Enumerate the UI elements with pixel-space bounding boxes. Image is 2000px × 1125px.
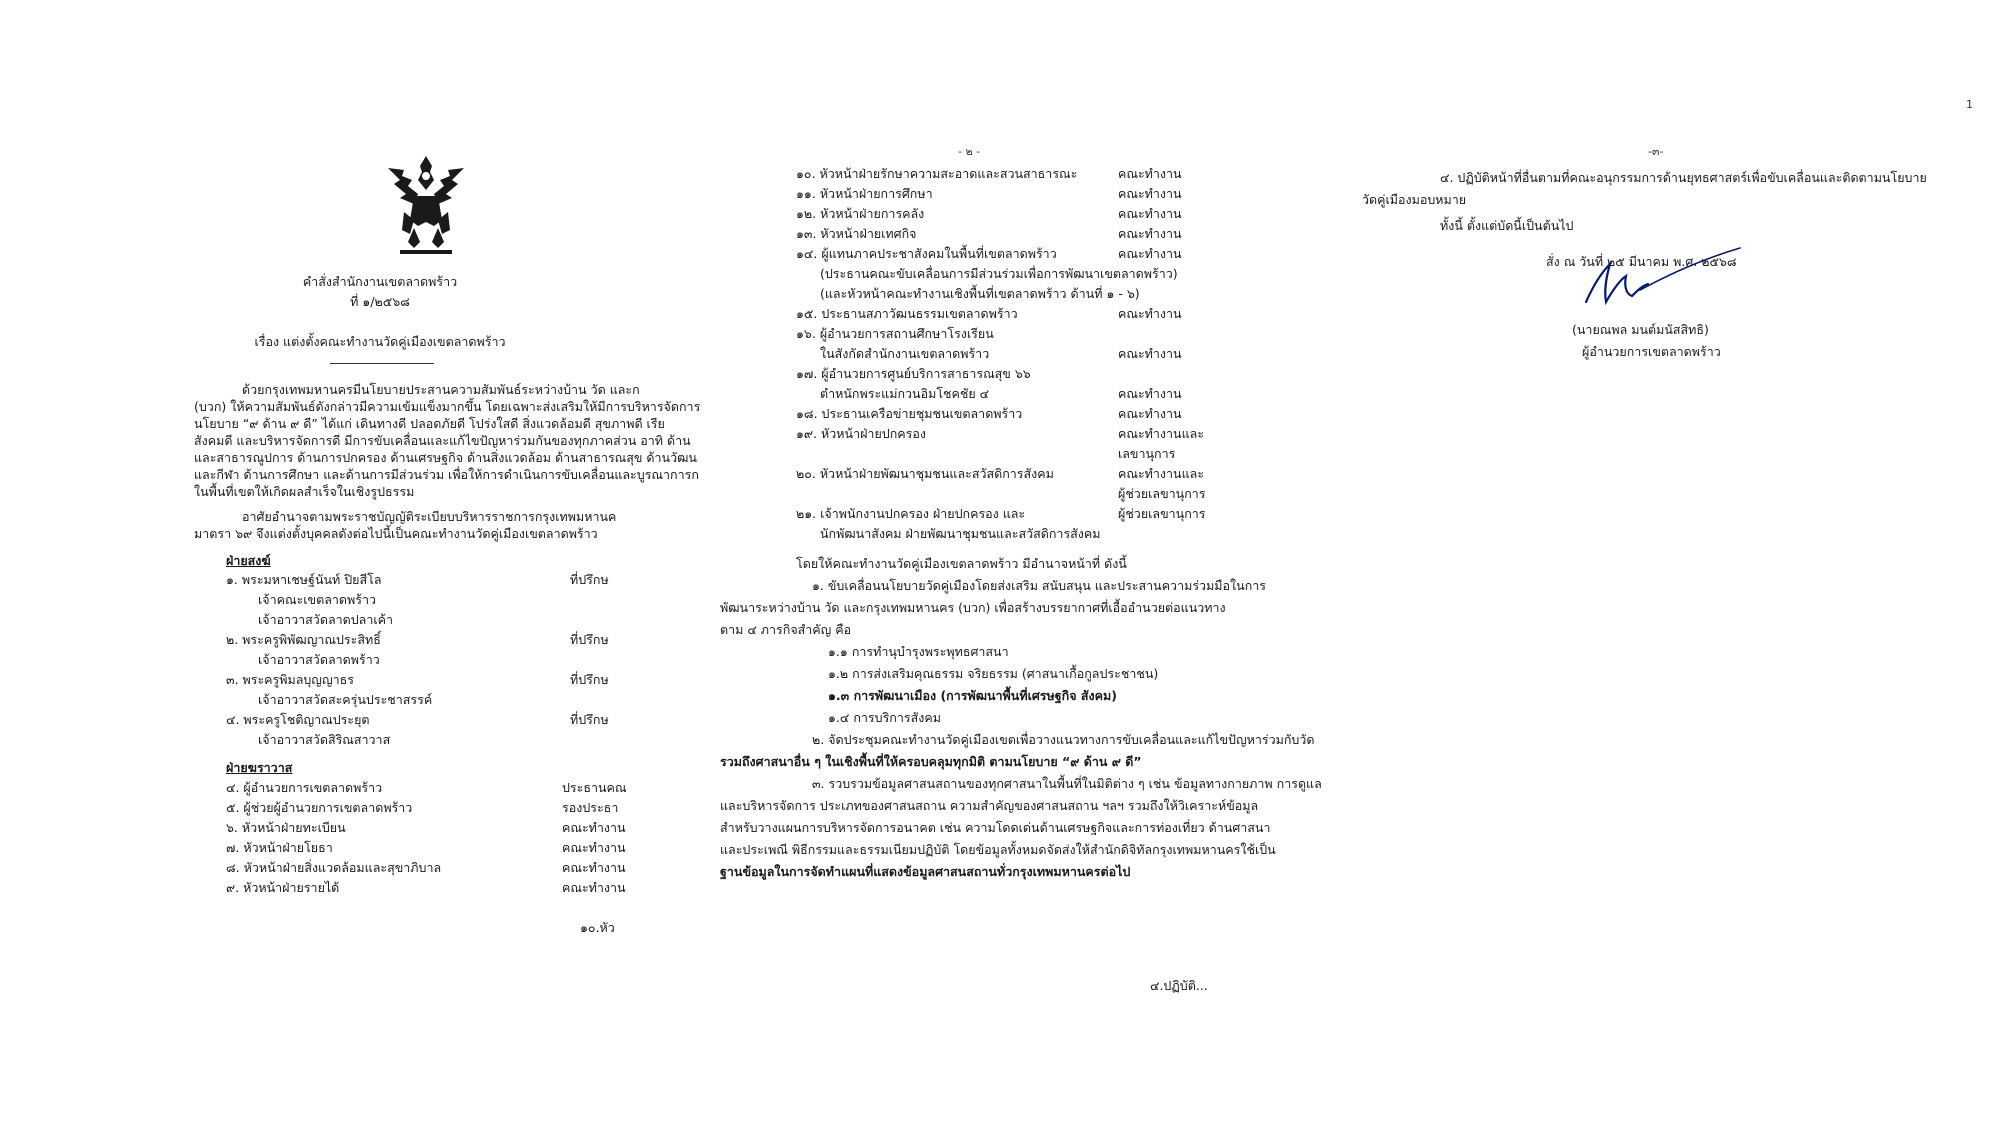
order-date: สั่ง ณ วันที่ ๒๕ มีนาคม พ.ศ. ๒๕๖๘ xyxy=(1546,254,1737,269)
member-line: ๑๓. หัวหน้าฝ่ายเทศกิจ xyxy=(796,226,917,241)
para1-line: และกีฬา ด้านการศึกษา และด้านการมีส่วนร่วม เพื่อให้การดำเนินการขับเคลื่อนและบูรณาการก xyxy=(194,467,699,482)
duty-line: ๑. ขับเคลื่อนนโยบายวัดคู่เมืองโดยส่งเสริม สนับสนุน และประสานความร่วมมือในการ xyxy=(812,578,1267,593)
duty-line: ตาม ๔ ภารกิจสำคัญ คือ xyxy=(720,622,852,637)
duty-line: และประเพณี พิธีกรรมและธรรมเนียมปฏิบัติ โดยข้อมูลทั้งหมดจัดส่งให้สำนักดิจิทัลกรุงเทพมหานครใช้เป็น xyxy=(720,842,1276,857)
member-role: คณะทำงาน xyxy=(1118,246,1182,261)
member-line: (ประธานคณะขับเคลื่อนการมีส่วนร่วมเพื่อการพัฒนาเขตลาดพร้าว) xyxy=(820,266,1178,281)
para2-line: อาศัยอำนาจตามพระราชบัญญัติระเบียบบริหารราชการกรุงเทพมหานค xyxy=(242,509,617,524)
signer-title: ผู้อำนวยการเขตลาดพร้าว xyxy=(1582,344,1721,359)
member-role: คณะทำงาน xyxy=(1118,186,1182,201)
member-role: ผู้ช่วยเลขานุการ xyxy=(1118,506,1206,521)
member-line: ตำหนักพระแม่กวนอิมโชคชัย ๔ xyxy=(820,386,990,401)
duty-line: ๒. จัดประชุมคณะทำงานวัดคู่เมืองเขตเพื่อวางแนวทางการขับเคลื่อนและแก้ไขปัญหาร่วมกับวัด xyxy=(812,732,1315,747)
effective-clause: ทั้งนี้ ตั้งแต่บัดนี้เป็นต้นไป xyxy=(1440,218,1574,233)
lay-member-name: ๕. ผู้ช่วยผู้อำนวยการเขตลาดพร้าว xyxy=(226,800,413,815)
para2-line: มาตรา ๖๙ จึงแต่งตั้งบุคคลดังต่อไปนี้เป็นคณะทำงานวัดคู่เมืองเขตลาดพร้าว xyxy=(194,526,598,541)
page-continuation: ๑๐.หัว xyxy=(580,920,615,935)
clergy-member-name: ๑. พระมหาเชษฐ์นันท์ ปิยสีโล xyxy=(226,572,382,587)
member-line: ๑๙. หัวหน้าฝ่ายปกครอง xyxy=(796,426,926,441)
page-two xyxy=(700,0,1322,1125)
member-role: คณะทำงาน xyxy=(1118,206,1182,221)
member-line: ๑๖. ผู้อำนวยการสถานศึกษาโรงเรียน xyxy=(796,326,994,341)
duty-line: รวมถึงศาสนาอื่น ๆ ในเชิงพื้นที่ให้ครอบคลุมทุกมิติ ตามนโยบาย “๙ ด้าน ๙ ดี” xyxy=(720,754,1142,769)
member-line: ๑๗. ผู้อำนวยการศูนย์บริการสาธารณสุข ๖๖ xyxy=(796,366,1031,381)
mission-item: ๑.๑ การทำนุบำรุงพระพุทธศาสนา xyxy=(828,644,1009,659)
member-line: นักพัฒนาสังคม ฝ่ายพัฒนาชุมชนและสวัสดิการสังคม xyxy=(820,526,1101,541)
member-role: คณะทำงาน xyxy=(1118,306,1182,321)
member-role: ผู้ช่วยเลขานุการ xyxy=(1118,486,1206,501)
subject-underline xyxy=(330,363,434,364)
order-number: ที่ ๑/๒๕๖๘ xyxy=(350,294,410,309)
duty-line: ๔. ปฏิบัติหน้าที่อื่นตามที่คณะอนุกรรมการด้านยุทธศาสตร์เพื่อขับเคลื่อนและติดตามนโยบาย xyxy=(1440,170,1927,185)
member-role: คณะทำงาน xyxy=(1118,406,1182,421)
duties-intro: โดยให้คณะทำงานวัดคู่เมืองเขตลาดพร้าว มีอำนาจหน้าที่ ดังนี้ xyxy=(796,556,1127,571)
clergy-member-position: เจ้าคณะเขตลาดพร้าว xyxy=(258,592,377,607)
lay-member-name: ๘. หัวหน้าฝ่ายสิ่งแวดล้อมและสุขาภิบาล xyxy=(226,860,442,875)
clergy-heading: ฝ่ายสงฆ์ xyxy=(226,553,271,568)
clergy-member-name: ๒. พระครูพิพัฒญาณประสิทธิ์ xyxy=(226,632,381,647)
page-three xyxy=(1340,0,1980,1125)
lay-member-role: ประธานคณ xyxy=(562,780,627,795)
lay-member-role: คณะทำงาน xyxy=(562,820,626,835)
duty-line: พัฒนาระหว่างบ้าน วัด และกรุงเทพมหานคร (บวก) เพื่อสร้างบรรยากาศที่เอื้ออำนวยต่อแนวทาง xyxy=(720,600,1226,615)
member-role: คณะทำงานและ xyxy=(1118,426,1205,441)
lay-member-name: ๙. หัวหน้าฝ่ายรายได้ xyxy=(226,880,340,895)
member-line: ๑๔. ผู้แทนภาคประชาสังคมในพื้นที่เขตลาดพร้าว xyxy=(796,246,1057,261)
clergy-member-position: เจ้าอาวาสวัดสะครุ่นประชาสรรค์ xyxy=(258,692,433,707)
duty-line: และบริหารจัดการ ประเภทของศาสนสถาน ความสำคัญของศาสนสถาน ฯลฯ รวมถึงให้วิเคราะห์ข้อมูล xyxy=(720,798,1259,813)
signature-icon xyxy=(1580,244,1750,314)
para1-line: และสาธารณูปการ ด้านการปกครอง ด้านเศรษฐกิจ ด้านสิ่งแวดล้อม ด้านสาธารณสุข ด้านวัฒน xyxy=(194,450,697,465)
member-role: คณะทำงาน xyxy=(1118,166,1182,181)
mission-item: ๑.๒ การส่งเสริมคุณธรรม จริยธรรม (ศาสนาเกื้อกูลประชาชน) xyxy=(828,666,1159,681)
page-number: -๓- xyxy=(1648,145,1664,158)
member-role: คณะทำงาน xyxy=(1118,386,1182,401)
para1-line: (บวก) ให้ความสัมพันธ์ดังกล่าวมีความเข้มแข็งมากขึ้น โดยเฉพาะส่งเสริมให้มีการบริหารจัดการ xyxy=(194,399,701,414)
clergy-member-position: เจ้าอาวาสวัดลาดปลาเค้า xyxy=(258,612,394,627)
lay-member-name: ๗. หัวหน้าฝ่ายโยธา xyxy=(226,840,333,855)
lay-heading: ฝ่ายฆราวาส xyxy=(226,760,293,775)
duty-line: ๓. รวบรวมข้อมูลศาสนสถานของทุกศาสนาในพื้นที่ในมิติต่าง ๆ เช่น ข้อมูลทางกายภาพ การดูแล xyxy=(812,776,1322,791)
member-line: ในสังกัดสำนักงานเขตลาดพร้าว xyxy=(820,346,990,361)
garuda-emblem-icon xyxy=(380,150,472,260)
clergy-member-position: เจ้าอาวาสวัดสิริณสาวาส xyxy=(258,732,391,747)
clergy-member-role: ที่ปรึกษ xyxy=(570,572,609,587)
mission-item: ๑.๔ การบริการสังคม xyxy=(828,710,941,725)
member-line: (และหัวหน้าคณะทำงานเชิงพื้นที่เขตลาดพร้าว ด้านที่ ๑ - ๖) xyxy=(820,286,1140,301)
member-line: ๒๐. หัวหน้าฝ่ายพัฒนาชุมชนและสวัสดิการสังคม xyxy=(796,466,1054,481)
lay-member-role: คณะทำงาน xyxy=(562,860,626,875)
duty-line: สำหรับวางแผนการบริหารจัดการอนาคต เช่น ความโดดเด่นด้านเศรษฐกิจและการท่องเที่ยว ด้านศาสนา xyxy=(720,820,1271,835)
clergy-member-role: ที่ปรึกษ xyxy=(570,672,609,687)
corner-mark: 1 xyxy=(1966,98,1973,111)
para1-line: สังคมดี และบริหารจัดการดี มีการขับเคลื่อนและแก้ไขปัญหาร่วมกันของทุกภาคส่วน อาทิ ด้าน xyxy=(194,433,691,448)
clergy-member-name: ๔. พระครูโชติญาณประยุต xyxy=(226,712,370,727)
page-one xyxy=(150,0,701,1125)
mission-item: ๑.๓ การพัฒนาเมือง (การพัฒนาพื้นที่เศรษฐกิจ สังคม) xyxy=(828,688,1117,703)
member-line: ๑๕. ประธานสภาวัฒนธรรมเขตลาดพร้าว xyxy=(796,306,1018,321)
clergy-member-role: ที่ปรึกษ xyxy=(570,632,609,647)
page-number: - ๒ - xyxy=(958,145,981,158)
lay-member-name: ๖. หัวหน้าฝ่ายทะเบียน xyxy=(226,820,346,835)
order-title: คำสั่งสำนักงานเขตลาดพร้าว xyxy=(302,274,458,289)
page-continuation: ๔.ปฏิบัติ... xyxy=(1150,978,1208,993)
member-role: คณะทำงาน xyxy=(1118,226,1182,241)
member-line: ๑๐. หัวหน้าฝ่ายรักษาความสะอาดและสวนสาธารณะ xyxy=(796,166,1078,181)
lay-member-name: ๔. ผู้อำนวยการเขตลาดพร้าว xyxy=(226,780,383,795)
member-role: คณะทำงานและ xyxy=(1118,466,1205,481)
clergy-member-name: ๓. พระครูพิมลบุญญาธร xyxy=(226,672,354,687)
duty-line: วัดคู่เมืองมอบหมาย xyxy=(1362,192,1467,207)
clergy-member-position: เจ้าอาวาสวัดลาดพร้าว xyxy=(258,652,380,667)
member-line: ๑๒. หัวหน้าฝ่ายการคลัง xyxy=(796,206,925,221)
member-line: ๒๑. เจ้าพนักงานปกครอง ฝ่ายปกครอง และ xyxy=(796,506,1026,521)
para1-line: ด้วยกรุงเทพมหานครมีนโยบายประสานความสัมพันธ์ระหว่างบ้าน วัด และก xyxy=(242,382,640,397)
member-role: เลขานุการ xyxy=(1118,446,1176,461)
order-subject: เรื่อง แต่งตั้งคณะทำงานวัดคู่เมืองเขตลาดพร้าว xyxy=(254,334,506,349)
clergy-member-role: ที่ปรึกษ xyxy=(570,712,609,727)
member-line: ๑๘. ประธานเครือข่ายชุมชนเขตลาดพร้าว xyxy=(796,406,1023,421)
duty-line: ฐานข้อมูลในการจัดทำแผนที่แสดงข้อมูลศาสนสถานทั่วกรุงเทพมหานครต่อไป xyxy=(720,864,1131,879)
para1-line: นโยบาย “๙ ด้าน ๙ ดี” ได้แก่ เดินทางดี ปลอดภัยดี โปร่งใสดี สิ่งแวดล้อมดี สุขภาพดี เรีย xyxy=(194,416,665,431)
member-line: ๑๑. หัวหน้าฝ่ายการศึกษา xyxy=(796,186,933,201)
lay-member-role: คณะทำงาน xyxy=(562,840,626,855)
signer-name: (นายณพล มนต์มนัสสิทธิ) xyxy=(1572,322,1709,337)
para1-line: ในพื้นที่เขตให้เกิดผลสำเร็จในเชิงรูปธรรม xyxy=(194,484,415,499)
member-role: คณะทำงาน xyxy=(1118,346,1182,361)
lay-member-role: รองประธา xyxy=(562,800,619,815)
lay-member-role: คณะทำงาน xyxy=(562,880,626,895)
